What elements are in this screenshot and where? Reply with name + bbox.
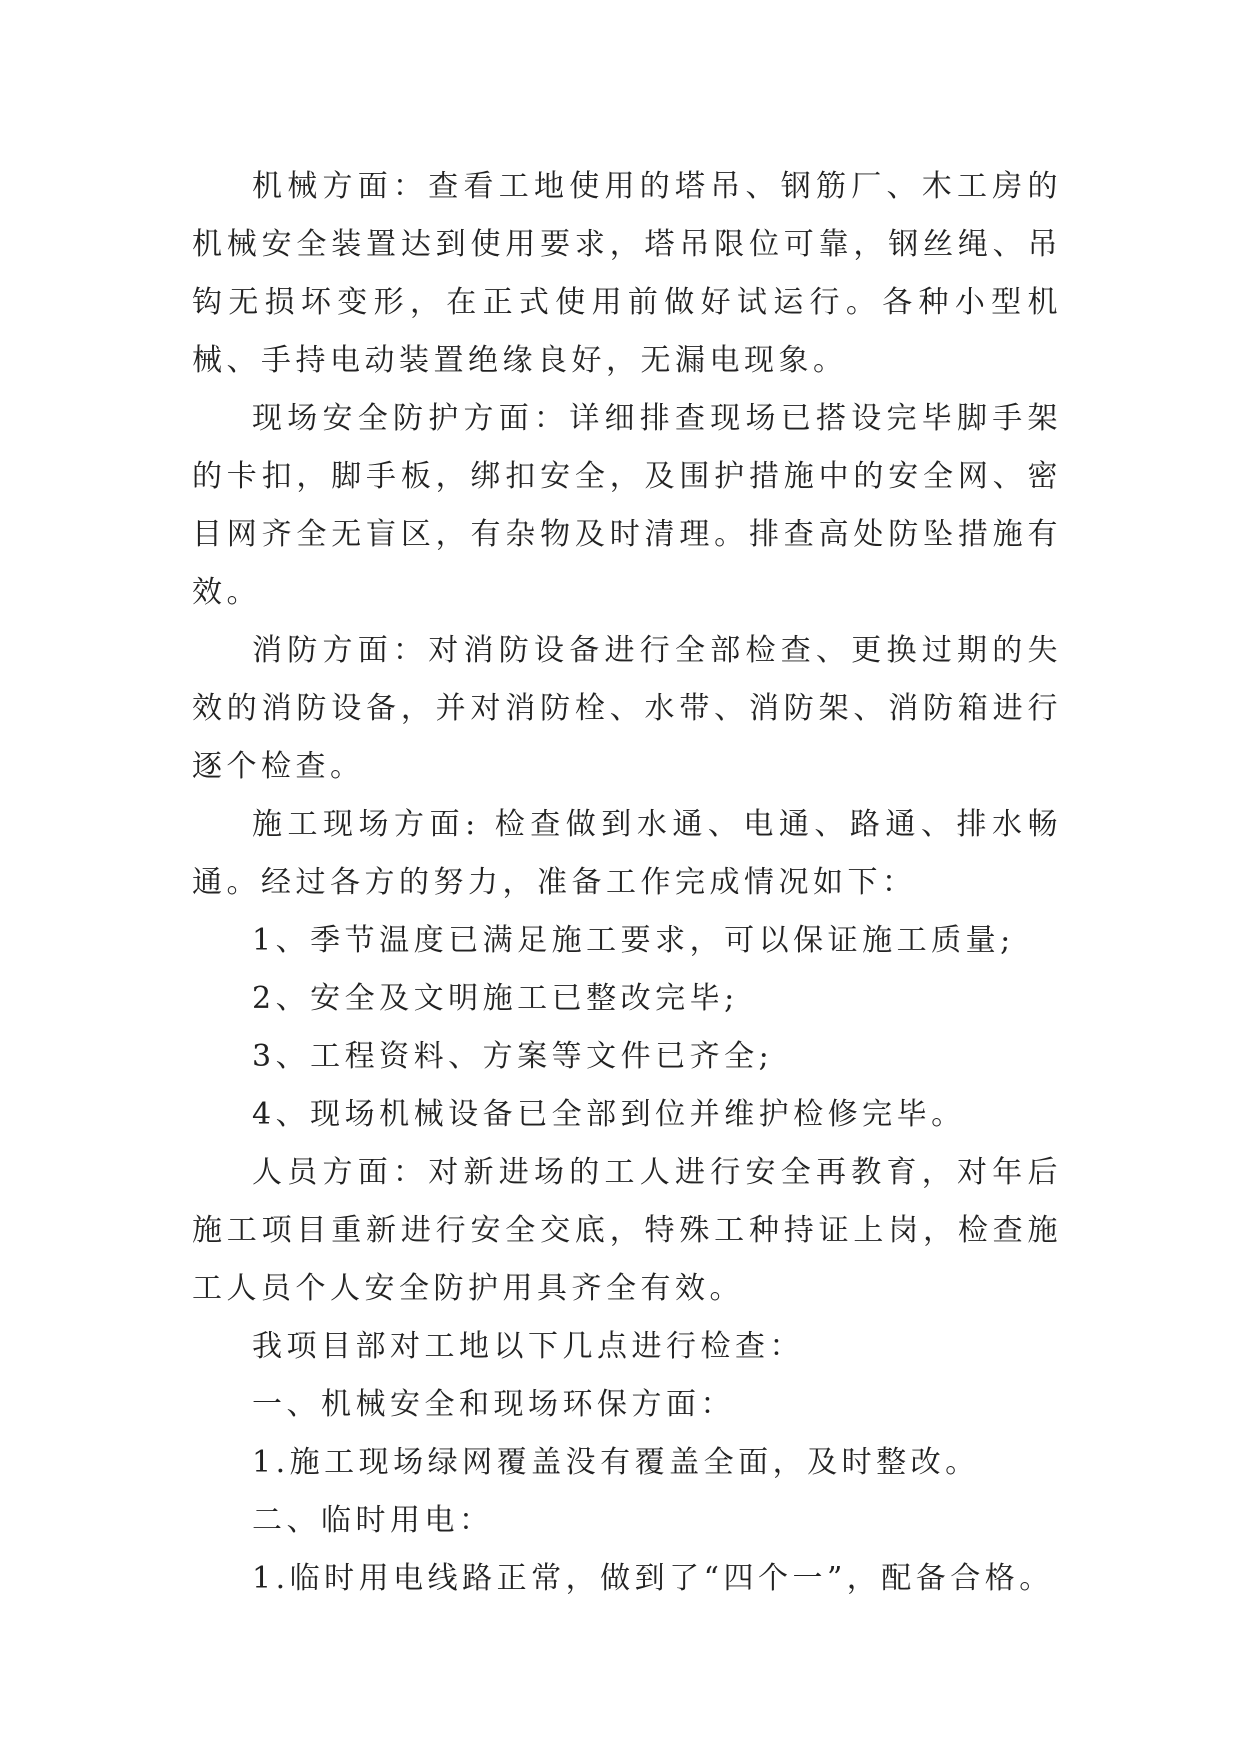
paragraph-construction-site: 施工现场方面: 检查做到水通、电通、路通、排水畅通。经过各方的努力，准备工作完成情况如下： <box>192 807 1062 900</box>
list-item-1: 1、季节温度已满足施工要求，可以保证施工质量; <box>252 923 1015 958</box>
paragraph-personnel: 人员方面：对新进场的工人进行安全再教育，对年后施工项目重新进行安全交底，特殊工种持证上岗，检查施工人员个人安全防护用具齐全有效。 <box>192 1155 1062 1306</box>
section-item-green-net: 1.施工现场绿网覆盖没有覆盖全面，及时整改。 <box>252 1445 980 1480</box>
paragraph-machinery: 机械方面：查看工地使用的塔吊、钢筋厂、木工房的机械安全装置达到使用要求，塔吊限位可靠，钢丝绳、吊钩无损坏变形，在正式使用前做好试运行。各种小型机械、手持电动装置绝缘良好，无漏电现象。 <box>192 169 1062 378</box>
paragraph-inspection-intro: 我项目部对工地以下几点进行检查： <box>252 1329 804 1364</box>
list-item-2: 2、安全及文明施工已整改完毕; <box>252 981 739 1016</box>
section-heading-temporary-power: 二、临时用电： <box>252 1503 494 1538</box>
document-body <box>192 158 1062 1608</box>
section-item-power-lines: 1.临时用电线路正常，做到了“四个一”，配备合格。 <box>252 1561 1054 1596</box>
section-heading-machinery-environment: 一、机械安全和现场环保方面： <box>252 1387 735 1422</box>
paragraph-site-safety-protection: 现场安全防护方面：详细排查现场已搭设完毕脚手架的卡扣，脚手板，绑扣安全，及围护措施中的安全网、密目网齐全无盲区，有杂物及时清理。排查高处防坠措施有效。 <box>192 401 1062 610</box>
list-item-3: 3、工程资料、方案等文件已齐全; <box>252 1039 774 1074</box>
list-item-4: 4、现场机械设备已全部到位并维护检修完毕。 <box>252 1097 966 1132</box>
paragraph-fire-protection: 消防方面：对消防设备进行全部检查、更换过期的失效的消防设备，并对消防栓、水带、消防架、消防箱进行逐个检查。 <box>192 633 1062 784</box>
